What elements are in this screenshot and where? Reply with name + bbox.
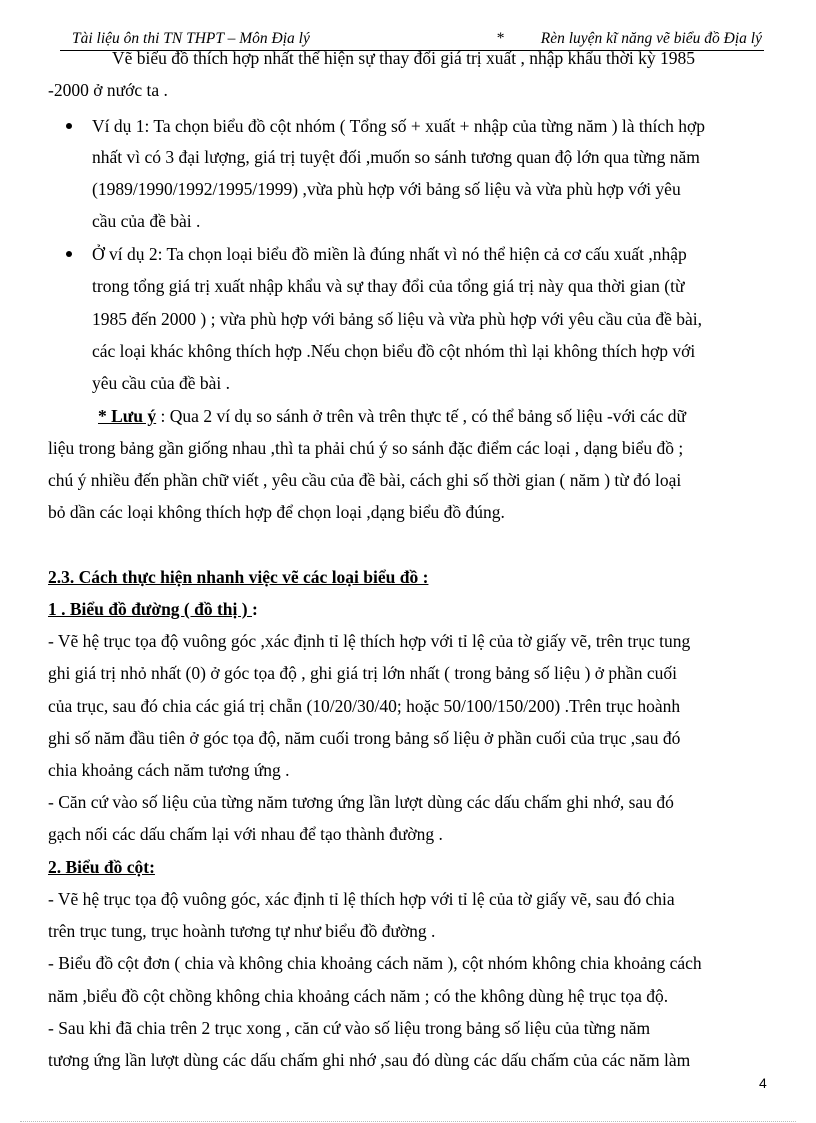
bullet2-line: Ở ví dụ 2: Ta chọn loại biểu đồ miền là đúng nhất vì nó thể hiện cả cơ cấu xuất ,nhập xyxy=(92,244,687,264)
subsection-2-title: 2. Biểu đồ cột: xyxy=(48,857,155,877)
section-title: 2.3. Cách thực hiện nhanh việc vẽ các loại biểu đồ : xyxy=(48,567,429,587)
sub1-line: chia khoảng cách năm tương ứng . xyxy=(48,760,290,780)
sub2-line: - Sau khi đã chia trên 2 trục xong , căn cứ vào số liệu trong bảng số liệu của từng năm xyxy=(48,1018,651,1038)
sub1-line: ghi số năm đầu tiên ở góc tọa độ, năm cuối trong bảng số liệu ở phần cuối của trục ,sau đó xyxy=(48,728,681,748)
note-first-line xyxy=(98,405,686,427)
note-line: chú ý nhiều đến phần chữ viết , yêu cầu của đề bài, cách ghi số thời gian ( năm ) từ đó loại xyxy=(48,470,682,490)
note-first-text: : Qua 2 ví dụ so sánh ở trên và trên thực tế , có thể bảng số liệu -với các dữ xyxy=(156,406,686,426)
sub2-line: tương ứng lần lượt dùng các dấu chấm ghi nhớ ,sau đó dùng các dấu chấm của các năm làm xyxy=(48,1050,691,1070)
header-center: * xyxy=(496,30,504,47)
bullet2-line: yêu cầu của đề bài . xyxy=(92,373,230,393)
sub1-line: của trục, sau đó chia các giá trị chẵn (10/20/30/40; hoặc 50/100/150/200) .Trên trục hoành xyxy=(48,696,681,716)
bullet1-line: cầu của đề bài . xyxy=(92,211,201,231)
subsection-1-colon: : xyxy=(251,599,258,619)
note-line: bỏ dần các loại không thích hợp để chọn loại ,dạng biểu đồ đúng. xyxy=(48,502,505,522)
subsection-1-title-text: 1 . Biểu đồ đường ( đồ thị ) xyxy=(48,599,252,619)
bullet1-line: (1989/1990/1992/1995/1999) ,vừa phù hợp với bảng số liệu và vừa phù hợp với yêu xyxy=(92,179,681,199)
sub2-line: - Vẽ hệ trục tọa độ vuông góc, xác định tỉ lệ thích hợp với tỉ lệ của tờ giấy vẽ, sau đó chia xyxy=(48,889,675,909)
bullet2-line: các loại khác không thích hợp .Nếu chọn biểu đồ cột nhóm thì lại không thích hợp với xyxy=(92,341,696,361)
intro-line: Vẽ biểu đồ thích hợp nhất thể hiện sự thay đổi giá trị xuất , nhập khẩu thời kỳ 1985 xyxy=(112,48,696,68)
note-label: * Lưu ý xyxy=(98,406,157,426)
header-right: Rèn luyện kĩ năng vẽ biểu đồ Địa lý xyxy=(540,30,762,47)
bullet-dot xyxy=(66,251,72,257)
intro-line: -2000 ở nước ta . xyxy=(48,80,168,100)
bullet1-line: nhất vì có 3 đại lượng, giá trị tuyệt đối ,muốn so sánh tương quan độ lớn qua từng năm xyxy=(92,147,700,167)
bullet1-line: Ví dụ 1: Ta chọn biểu đồ cột nhóm ( Tổng số + xuất + nhập của từng năm ) là thích hợp xyxy=(92,116,706,136)
bullet2-line: trong tổng giá trị xuất nhập khẩu và sự thay đổi của tổng giá trị này qua thời gian (từ xyxy=(92,276,685,296)
page-number: 4 xyxy=(759,1075,767,1091)
bullet2-line: 1985 đến 2000 ) ; vừa phù hợp với bảng số liệu và vừa phù hợp với yêu cầu của đề bài, xyxy=(92,309,703,329)
page-bottom-divider xyxy=(20,1121,796,1122)
sub1-line: - Căn cứ vào số liệu của từng năm tương ứng lần lượt dùng các dấu chấm ghi nhớ, sau đó xyxy=(48,792,674,812)
sub1-line: ghi giá trị nhỏ nhất (0) ở góc tọa độ , ghi giá trị lớn nhất ( trong bảng số liệu ) ở phần cuối xyxy=(48,663,677,683)
subsection-1-title xyxy=(48,598,258,620)
sub1-line: gạch nối các dấu chấm lại với nhau để tạo thành đường . xyxy=(48,824,443,844)
header-left: Tài liệu ôn thi TN THPT – Môn Địa lý xyxy=(72,30,310,47)
sub2-line: trên trục tung, trục hoành tương tự như biểu đồ đường . xyxy=(48,921,436,941)
sub2-line: - Biểu đồ cột đơn ( chia và không chia khoảng cách năm ), cột nhóm không chia khoảng cách xyxy=(48,953,702,973)
sub2-line: năm ,biểu đồ cột chồng không chia khoảng cách năm ; có the không dùng hệ trục tọa độ. xyxy=(48,986,669,1006)
sub1-line: - Vẽ hệ trục tọa độ vuông góc ,xác định tỉ lệ thích hợp với tỉ lệ của tờ giấy vẽ, trên trục tung xyxy=(48,631,691,651)
note-line: liệu trong bảng gần giống nhau ,thì ta phải chú ý so sánh đặc điểm các loại , dạng biểu đồ ; xyxy=(48,438,684,458)
bullet-dot xyxy=(66,123,72,129)
